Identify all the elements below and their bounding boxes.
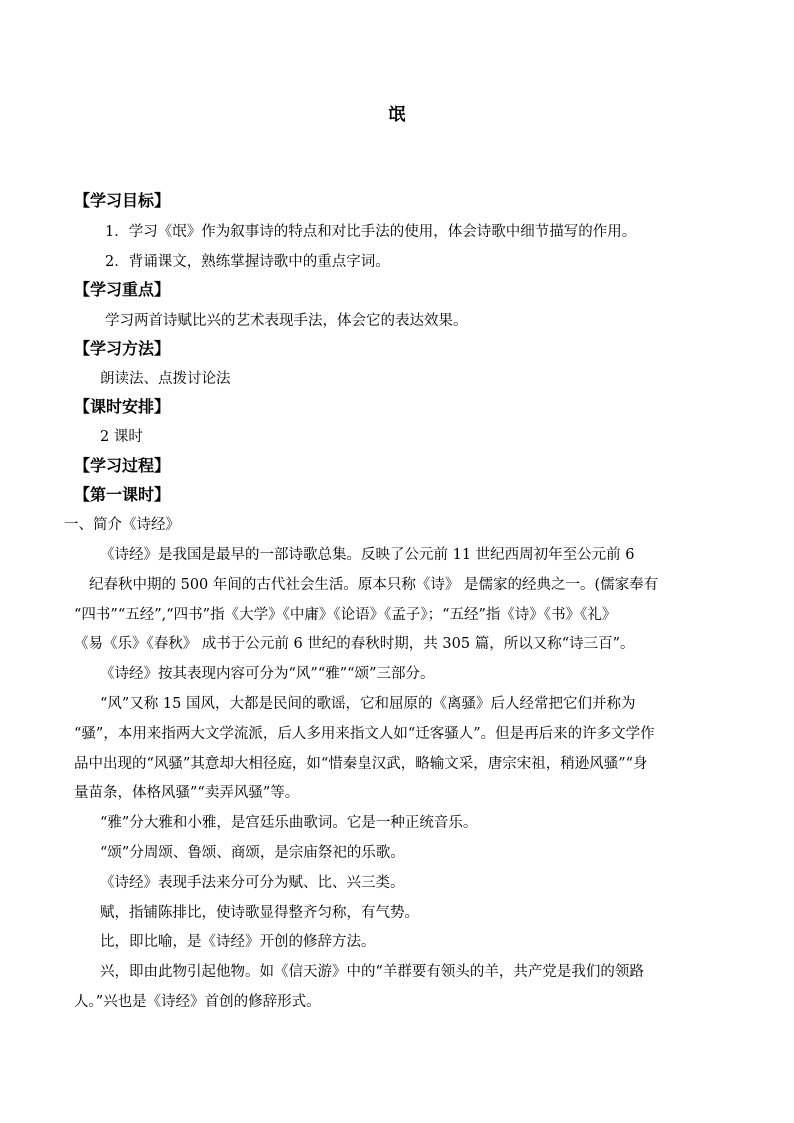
paragraph-line: “四书”“五经”,“四书”指《大学》《中庸》《论语》《孟子》；“五经”指《诗》《书》《礼》 [74,607,617,623]
goal-item-2: 2．背诵课文，熟练掌握诗歌中的重点字词。 [105,254,390,270]
paragraph-line: 比，即比喻，是《诗经》开创的修辞方法。 [100,934,376,950]
paragraph-line: 人。”兴也是《诗经》首创的修辞形式。 [74,994,321,1010]
schedule-text: 2 课时 [100,429,143,445]
paragraph-line: “雅”分大雅和小雅，是宫廷乐曲歌词。它是一种正统音乐。 [100,815,478,831]
method-text: 朗读法、点拨讨论法 [100,371,231,387]
heading-focus: 【学习重点】 [74,280,171,299]
paragraph-line: “颂”分周颂、鲁颂、商颂，是宗庙祭祀的乐歌。 [100,845,405,861]
focus-text: 学习两首诗赋比兴的艺术表现手法，体会它的表达效果。 [105,313,468,329]
heading-goals: 【学习目标】 [74,191,171,210]
paragraph-line: 《易《乐》《春秋》 成书于公元前 6 世纪的春秋时期，共 305 篇，所以又称“诗三百”。 [74,636,635,652]
paragraph-line: 纪春秋中期的 500 年间的古代社会生活。原本只称《诗》 是儒家的经典之一。(儒家奉有 [89,577,659,593]
heading-schedule: 【课时安排】 [74,397,171,416]
paragraph-line: “骚”，本用来指两大文学流派，后人多用来指文人如“迁客骚人”。但是再后来的许多文学作 [74,726,655,742]
heading-process: 【学习过程】 [74,456,171,475]
subheading-intro: 一、简介《诗经》 [64,517,180,533]
paragraph-line: 《诗经》是我国是最早的一部诗歌总集。反映了公元前 11 世纪西周初年至公元前 6 [100,547,635,563]
goal-item-1: 1．学习《氓》作为叙事诗的特点和对比手法的使用，体会诗歌中细节描写的作用。 [105,224,637,240]
paragraph-line: 品中出现的“风骚”其意却大相径庭，如“惜秦皇汉武，略输文采，唐宗宋祖，稍逊风骚”“身 [74,756,648,772]
heading-method: 【学习方法】 [74,339,171,358]
paragraph-line: 《诗经》按其表现内容可分为“风”“雅”“颂”三部分。 [100,666,435,682]
paragraph-line: “风”又称 15 国风，大都是民间的歌谣，它和屈原的《离骚》后人经常把它们并称为 [100,696,636,712]
paragraph-line: 量苗条，体格风骚”“卖弄风骚”等。 [74,785,300,801]
heading-lesson-one: 【第一课时】 [74,485,171,504]
paragraph-line: 兴，即由此物引起他物。如《信天游》中的“羊群要有领头的羊，共产党是我们的领路 [100,964,644,980]
page-title: 氓 [388,105,406,125]
paragraph-line: 《诗经》表现手法来分可分为赋、比、兴三类。 [100,875,405,891]
paragraph-line: 赋，指铺陈排比，使诗歌显得整齐匀称，有气势。 [100,905,419,921]
